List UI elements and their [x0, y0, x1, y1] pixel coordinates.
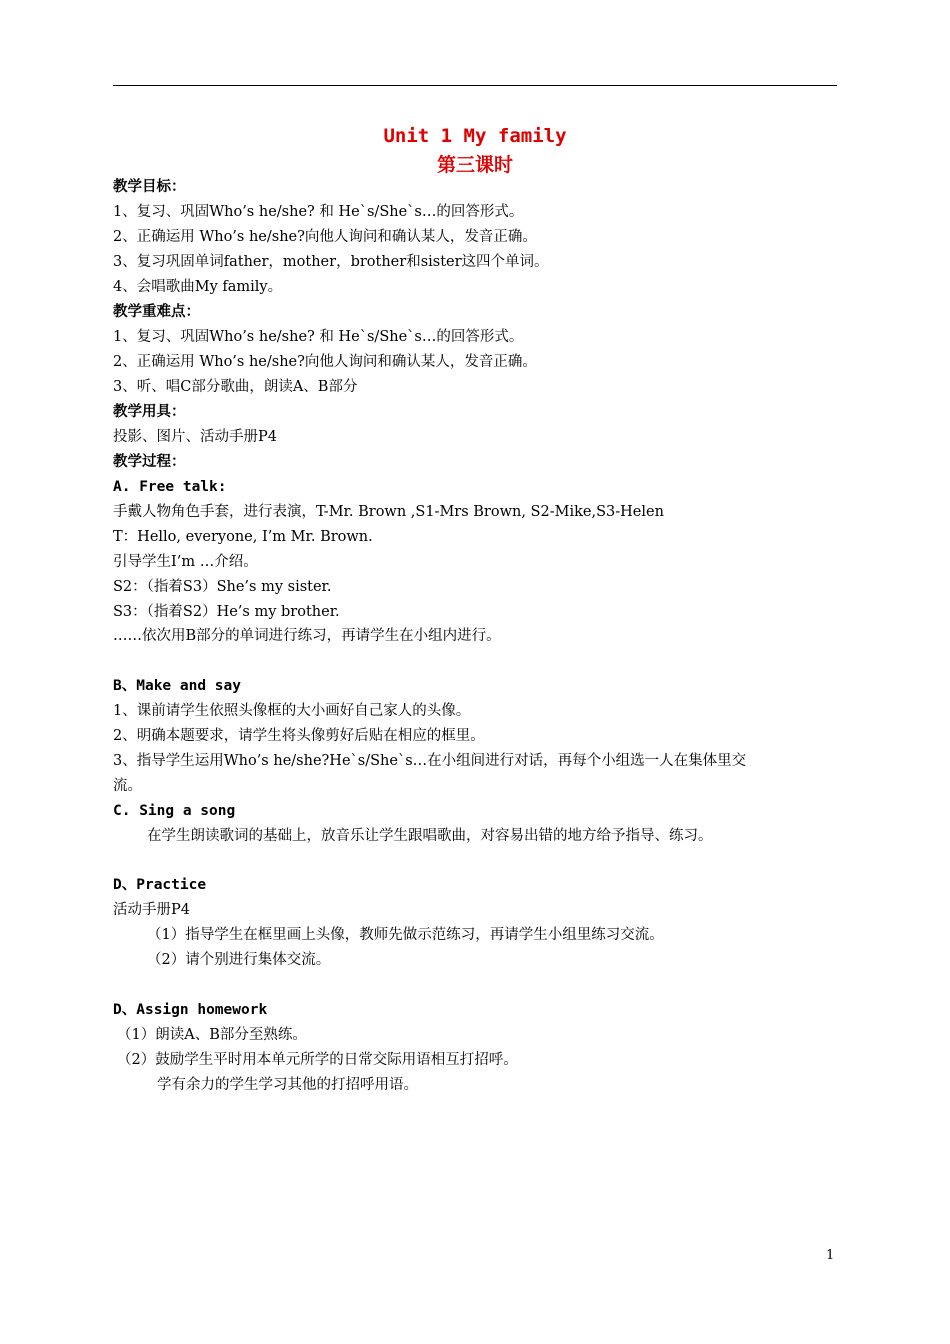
section-a-line: 引导学生I’m …介绍。 — [113, 554, 258, 570]
tools-text: 投影、图片、活动手册P4 — [113, 429, 277, 445]
objective-item: 4、会唱歌曲My family。 — [113, 279, 283, 295]
section-a-line: 手戴人物角色手套，进行表演，T-Mr. Brown ,S1-Mrs Brown, S2-Mike,S3-Helen — [113, 504, 664, 520]
section-d-practice-heading: D、Practice — [113, 877, 207, 893]
document-subtitle: 第三课时 — [436, 154, 513, 176]
section-d-practice-line: （1）指导学生在框里画上头像，教师先做示范练习，再请学生小组里练习交流。 — [147, 927, 664, 943]
section-d-homework-heading: D、Assign homework — [113, 1002, 268, 1018]
keypoint-item: 1、复习、巩固Who’s he/she? 和 He`s/She`s…的回答形式。 — [113, 329, 524, 345]
keypoints-heading: 教学重难点： — [113, 304, 200, 320]
objective-item: 1、复习、巩固Who’s he/she? 和 He`s/She`s…的回答形式。 — [113, 204, 524, 220]
section-c-heading: C. Sing a song — [113, 803, 236, 819]
process-heading: 教学过程： — [113, 454, 186, 470]
section-a-heading: A. Free talk: — [113, 479, 227, 495]
document-title: Unit 1 My family — [383, 125, 567, 147]
objectives-heading: 教学目标： — [113, 179, 186, 195]
section-b-line: 流。 — [113, 778, 142, 794]
objective-item: 2、正确运用 Who’s he/she?向他人询问和确认某人，发音正确。 — [113, 229, 537, 245]
section-d-homework-line: （1）朗读A、B部分至熟练。 — [117, 1027, 307, 1043]
section-a-line: S3：（指着S2）He’s my brother. — [113, 604, 340, 620]
section-b-line: 3、指导学生运用Who’s he/she?He`s/She`s…在小组间进行对话，再每个小组选一人在集体里交 — [113, 753, 747, 769]
section-a-line: ……依次用B部分的单词进行练习，再请学生在小组内进行。 — [113, 628, 501, 644]
section-b-line: 2、明确本题要求，请学生将头像剪好后贴在相应的框里。 — [113, 728, 485, 744]
page-number: 1 — [826, 1248, 835, 1263]
section-a-line: T：Hello, everyone, I’m Mr. Brown. — [113, 529, 373, 545]
objective-item: 3、复习巩固单词father，mother，brother和sister这四个单词。 — [113, 254, 549, 270]
tools-heading: 教学用具： — [113, 404, 186, 420]
section-d-homework-line: 学有余力的学生学习其他的打招呼用语。 — [157, 1077, 418, 1093]
section-b-line: 1、课前请学生依照头像框的大小画好自己家人的头像。 — [113, 703, 471, 719]
keypoint-item: 2、正确运用 Who’s he/she?向他人询问和确认某人，发音正确。 — [113, 354, 537, 370]
section-c-line: 在学生朗读歌词的基础上，放音乐让学生跟唱歌曲，对容易出错的地方给予指导、练习。 — [147, 828, 713, 844]
section-b-heading: B、Make and say — [113, 678, 241, 694]
section-d-practice-line: 活动手册P4 — [113, 902, 190, 918]
header-rule — [113, 85, 837, 86]
keypoint-item: 3、听、唱C部分歌曲，朗读A、B部分 — [113, 379, 358, 395]
section-a-line: S2：（指着S3）She’s my sister. — [113, 579, 332, 595]
section-d-homework-line: （2）鼓励学生平时用本单元所学的日常交际用语相互打招呼。 — [117, 1052, 518, 1068]
section-d-practice-line: （2）请个别进行集体交流。 — [147, 952, 331, 968]
